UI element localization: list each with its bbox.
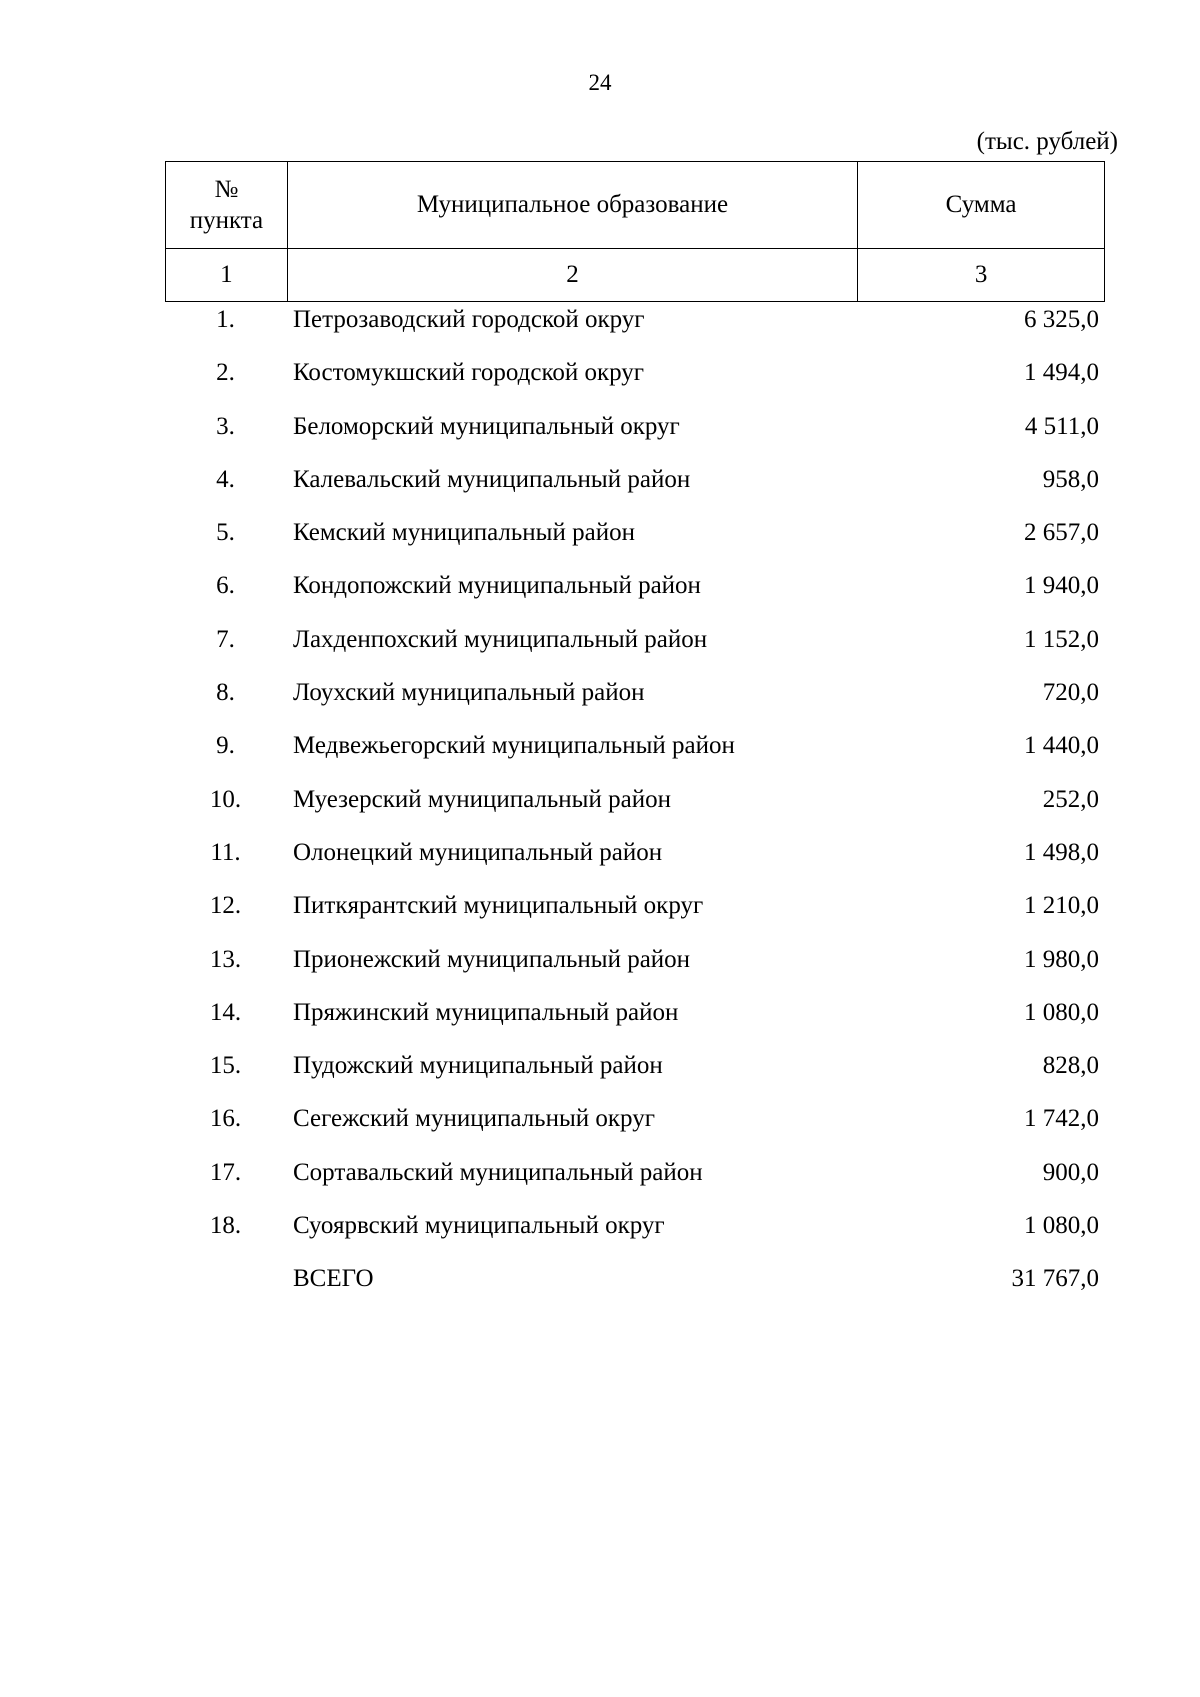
- row-number: 14.: [209, 998, 242, 1026]
- row-sum: 828,0: [1042, 1052, 1099, 1080]
- row-number: 8.: [216, 679, 235, 707]
- row-number: 1.: [216, 306, 235, 333]
- header-name: Муниципальное образование: [287, 162, 857, 249]
- row-number: 10.: [209, 785, 242, 813]
- row-sum: 1 742,0: [1024, 1105, 1099, 1133]
- row-number: 17.: [209, 1158, 242, 1186]
- row-sum: 720,0: [1042, 679, 1099, 707]
- row-number: 11.: [210, 838, 241, 866]
- column-number-2: 2: [287, 249, 857, 302]
- row-number: 4.: [216, 465, 235, 493]
- row-sum: 1 440,0: [1024, 732, 1099, 760]
- row-name: Муезерский муниципальный район: [293, 785, 671, 813]
- row-sum: 1 498,0: [1024, 838, 1099, 866]
- row-number: 16.: [209, 1105, 242, 1133]
- row-number: 2.: [216, 359, 235, 387]
- header-num: [166, 162, 288, 249]
- row-number: 7.: [216, 625, 235, 653]
- column-number-3: 3: [858, 249, 1105, 302]
- row-sum: 900,0: [1042, 1158, 1099, 1186]
- row-name: Пряжинский муниципальный район: [293, 998, 679, 1026]
- header-num-text: № пункта: [189, 175, 264, 234]
- row-number: 6.: [216, 572, 235, 600]
- row-name: Медвежьегорский муниципальный район: [293, 732, 735, 760]
- row-number: 18.: [209, 1212, 242, 1240]
- row-number: 13.: [209, 945, 242, 973]
- row-number: 12.: [209, 892, 242, 920]
- row-name: Прионежский муниципальный район: [293, 945, 691, 973]
- header-sum: Сумма: [858, 162, 1105, 249]
- row-sum: 1 080,0: [1024, 998, 1099, 1026]
- row-name: Сегежский муниципальный округ: [293, 1105, 655, 1133]
- row-sum: 1 494,0: [1024, 359, 1099, 387]
- row-name: Олонецкий муниципальный район: [293, 838, 663, 866]
- row-name: Питкярантский муниципальный округ: [293, 892, 704, 920]
- row-name: Сортавальский муниципальный район: [293, 1158, 703, 1186]
- row-name: Калевальский муниципальный район: [293, 465, 691, 493]
- row-sum: 2 657,0: [1024, 519, 1099, 547]
- row-number: 3.: [216, 412, 235, 440]
- row-number: 5.: [216, 519, 235, 547]
- total-row: [165, 1263, 1105, 1316]
- column-number-1: 1: [166, 249, 288, 302]
- row-name: Лахденпохский муниципальный район: [293, 625, 708, 653]
- row-number: 15.: [209, 1052, 242, 1080]
- row-name: Костомукшский городской округ: [293, 359, 645, 387]
- row-name: Пудожский муниципальный район: [293, 1052, 663, 1080]
- row-sum: 1 080,0: [1024, 1212, 1099, 1240]
- total-sum: 31 767,0: [1011, 1265, 1099, 1293]
- header-row: [166, 162, 1105, 249]
- row-sum: 1 940,0: [1024, 572, 1099, 600]
- row-sum: 6 325,0: [1024, 306, 1099, 333]
- row-sum: 1 152,0: [1024, 625, 1099, 653]
- row-name: Лоухский муниципальный район: [293, 679, 645, 707]
- row-name: Кемский муниципальный район: [293, 519, 635, 547]
- row-name: Кондопожский муниципальный район: [293, 572, 701, 600]
- row-sum: 1 210,0: [1024, 892, 1099, 920]
- row-number: 9.: [216, 732, 235, 760]
- row-sum: 252,0: [1042, 785, 1099, 813]
- row-name: Беломорский муниципальный округ: [293, 412, 680, 440]
- row-sum: 4 511,0: [1024, 412, 1099, 440]
- total-label: ВСЕГО: [293, 1265, 374, 1293]
- row-name: Петрозаводский городской округ: [293, 306, 645, 333]
- row-sum: 1 980,0: [1024, 945, 1099, 973]
- table-header: [165, 161, 1105, 302]
- row-sum: 958,0: [1042, 465, 1099, 493]
- table-body: [165, 304, 1105, 1317]
- units-label: (тыс. рублей): [976, 128, 1118, 155]
- row-name: Суоярвский муниципальный округ: [293, 1212, 665, 1240]
- page-number: 24: [588, 70, 612, 95]
